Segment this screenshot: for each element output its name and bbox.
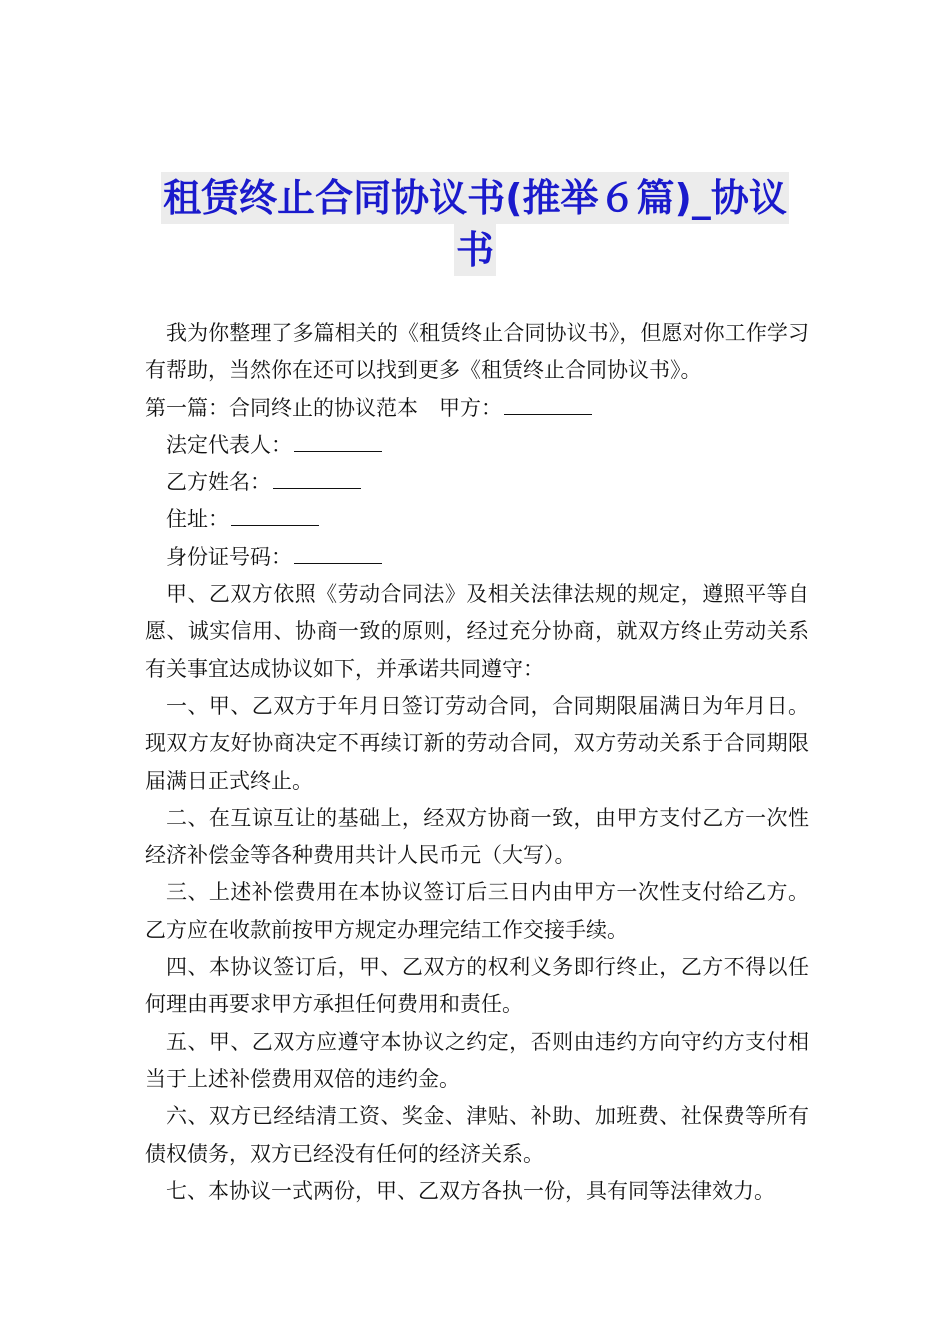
legal-rep-label: 法定代表人： <box>166 432 292 457</box>
party-a-label: 甲方： <box>439 395 502 420</box>
clause-paragraph: 三、上述补偿费用在本协议签订后三日内由甲方一次性支付给乙方。乙方应在收款前按甲方规定办理完结工作交接手续。 <box>145 880 809 942</box>
clause-paragraph: 二、在互谅互让的基础上，经双方协商一致，由甲方支付乙方一次性经济补偿金等各种费用共计人民币元（大写）。 <box>145 805 809 868</box>
id-number-line <box>145 539 809 576</box>
title-line-1: 租赁终止合同协议书(推举６篇)_协议 <box>161 172 789 224</box>
id-number-label: 身份证号码： <box>166 544 292 569</box>
party-b-name-label: 乙方姓名： <box>166 470 271 495</box>
clause-paragraph: 四、本协议签订后，甲、乙双方的权利义务即行终止，乙方不得以任何理由再要求甲方承担任何费用和责任。 <box>145 955 809 1017</box>
party-b-name-line <box>145 464 809 501</box>
section1-heading-line <box>145 390 809 427</box>
clause-paragraph: 七、本协议一式两份，甲、乙双方各执一份，具有同等法律效力。 <box>166 1178 775 1203</box>
intro-paragraph: 我为你整理了多篇相关的《租赁终止合同协议书》，但愿对你工作学习有帮助，当然你在还可以找到更多《租赁终止合同协议书》。 <box>145 321 809 383</box>
document-title <box>150 172 800 276</box>
title-line-2: 书 <box>454 224 496 276</box>
document-body <box>145 315 809 1210</box>
clause-paragraph: 一、甲、乙双方于年月日签订劳动合同，合同期限届满日为年月日。现双方友好协商决定不再续订新的劳动合同，双方劳动关系于合同期限届满日正式终止。 <box>145 693 809 793</box>
legal-rep-line <box>145 427 809 464</box>
party-b-name-blank <box>273 468 361 489</box>
id-number-blank <box>294 543 382 564</box>
clause-paragraph: 六、双方已经结清工资、奖金、津贴、补助、加班费、社保费等所有债权债务，双方已经没有任何的经济关系。 <box>145 1104 809 1166</box>
section1-heading: 第一篇：合同终止的协议范本 <box>145 395 418 420</box>
clause-paragraph: 甲、乙双方依照《劳动合同法》及相关法律法规的规定，遵照平等自愿、诚实信用、协商一致的原则，经过充分协商，就双方终止劳动关系有关事宜达成协议如下，并承诺共同遵守： <box>145 582 809 681</box>
address-label: 住址： <box>166 507 229 532</box>
clause-paragraph: 五、甲、乙双方应遵守本协议之约定，否则由违约方向守约方支付相当于上述补偿费用双倍的违约金。 <box>145 1029 809 1091</box>
address-line <box>145 501 809 538</box>
party-a-blank <box>504 394 592 415</box>
legal-rep-blank <box>294 431 382 452</box>
address-blank <box>231 505 319 526</box>
